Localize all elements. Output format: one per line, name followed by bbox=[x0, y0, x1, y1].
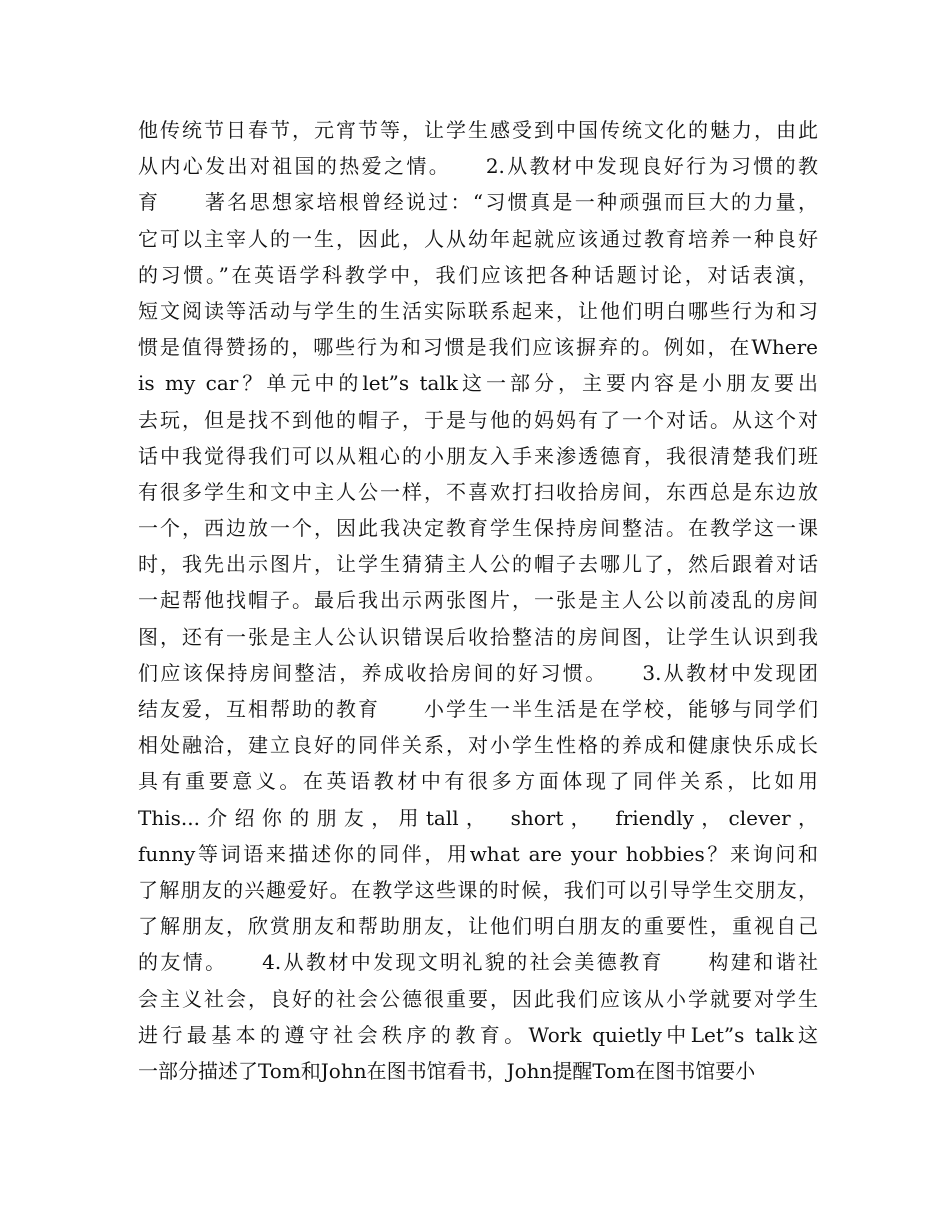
text-line: 时，我先出示图片，让学生猜猜主人公的帽子去哪儿了，然后跟着对话 bbox=[138, 552, 818, 577]
text-line: 有很多学生和文中主人公一样，不喜欢打扫收拾房间，东西总是东边放 bbox=[138, 479, 818, 504]
text-line: 一部分描述了Tom和John在图书馆看书，John提醒Tom在图书馆要小 bbox=[138, 1058, 756, 1083]
text-line: 结友爱，互相帮助的教育 小学生一半生活是在学校，能够与同学们 bbox=[138, 697, 818, 721]
text-line: 进行最基本的遵守社会秩序的教育。Work quietly中Let”s talk这 bbox=[138, 1022, 818, 1047]
text-line: 一个，西边放一个，因此我决定教育学生保持房间整洁。在教学这一课 bbox=[138, 516, 818, 541]
text-line: 短文阅读等活动与学生的生活实际联系起来，让他们明白哪些行为和习 bbox=[138, 298, 818, 323]
text-line: 了解朋友的兴趣爱好。在教学这些课的时候，我们可以引导学生交朋友， bbox=[138, 877, 818, 902]
text-line: 们应该保持房间整洁，养成收拾房间的好习惯。 3.从教材中发现团 bbox=[138, 660, 818, 685]
text-line: 它可以主宰人的一生，因此，人从幼年起就应该通过教育培养一种良好 bbox=[138, 226, 818, 251]
text-line: 惯是值得赞扬的，哪些行为和习惯是我们应该摒弃的。例如，在Where bbox=[138, 335, 818, 360]
text-line: 育 著名思想家培根曾经说过：“习惯真是一种顽强而巨大的力量， bbox=[138, 190, 818, 215]
text-line: 他传统节日春节，元宵节等，让学生感受到中国传统文化的魅力，由此 bbox=[138, 118, 818, 142]
text-line: 的习惯。”在英语学科教学中，我们应该把各种话题讨论，对话表演， bbox=[138, 262, 818, 287]
text-line: 去玩，但是找不到他的帽子，于是与他的妈妈有了一个对话。从这个对 bbox=[138, 407, 818, 432]
text-line: 话中我觉得我们可以从粗心的小朋友入手来渗透德育，我很清楚我们班 bbox=[138, 443, 818, 468]
text-line: 相处融洽，建立良好的同伴关系，对小学生性格的养成和健康快乐成长 bbox=[138, 733, 818, 758]
text-line: 一起帮他找帽子。最后我出示两张图片，一张是主人公以前凌乱的房间 bbox=[138, 588, 818, 613]
text-line: 图，还有一张是主人公认识错误后收拾整洁的房间图，让学生认识到我 bbox=[138, 624, 818, 649]
text-line: 会主义社会，良好的社会公德很重要，因此我们应该从小学就要对学生 bbox=[138, 986, 818, 1011]
text-line: is my car？单元中的let”s talk这一部分，主要内容是小朋友要出 bbox=[138, 371, 818, 396]
text-line: 具有重要意义。在英语教材中有很多方面体现了同伴关系，比如用 bbox=[138, 769, 818, 794]
text-line: 的友情。 4.从教材中发现文明礼貌的社会美德教育 构建和谐社 bbox=[138, 950, 818, 975]
text-line: This...介绍你的朋友，用tall， short， friendly，clever， bbox=[138, 805, 818, 830]
text-line: 从内心发出对祖国的热爱之情。 2.从教材中发现良好行为习惯的教 bbox=[138, 154, 818, 179]
text-line: 了解朋友，欣赏朋友和帮助朋友，让他们明白朋友的重要性，重视自己 bbox=[138, 914, 818, 939]
body-text bbox=[138, 112, 818, 1089]
text-line: funny等词语来描述你的同伴，用what are your hobbies？来询问和 bbox=[138, 841, 818, 866]
